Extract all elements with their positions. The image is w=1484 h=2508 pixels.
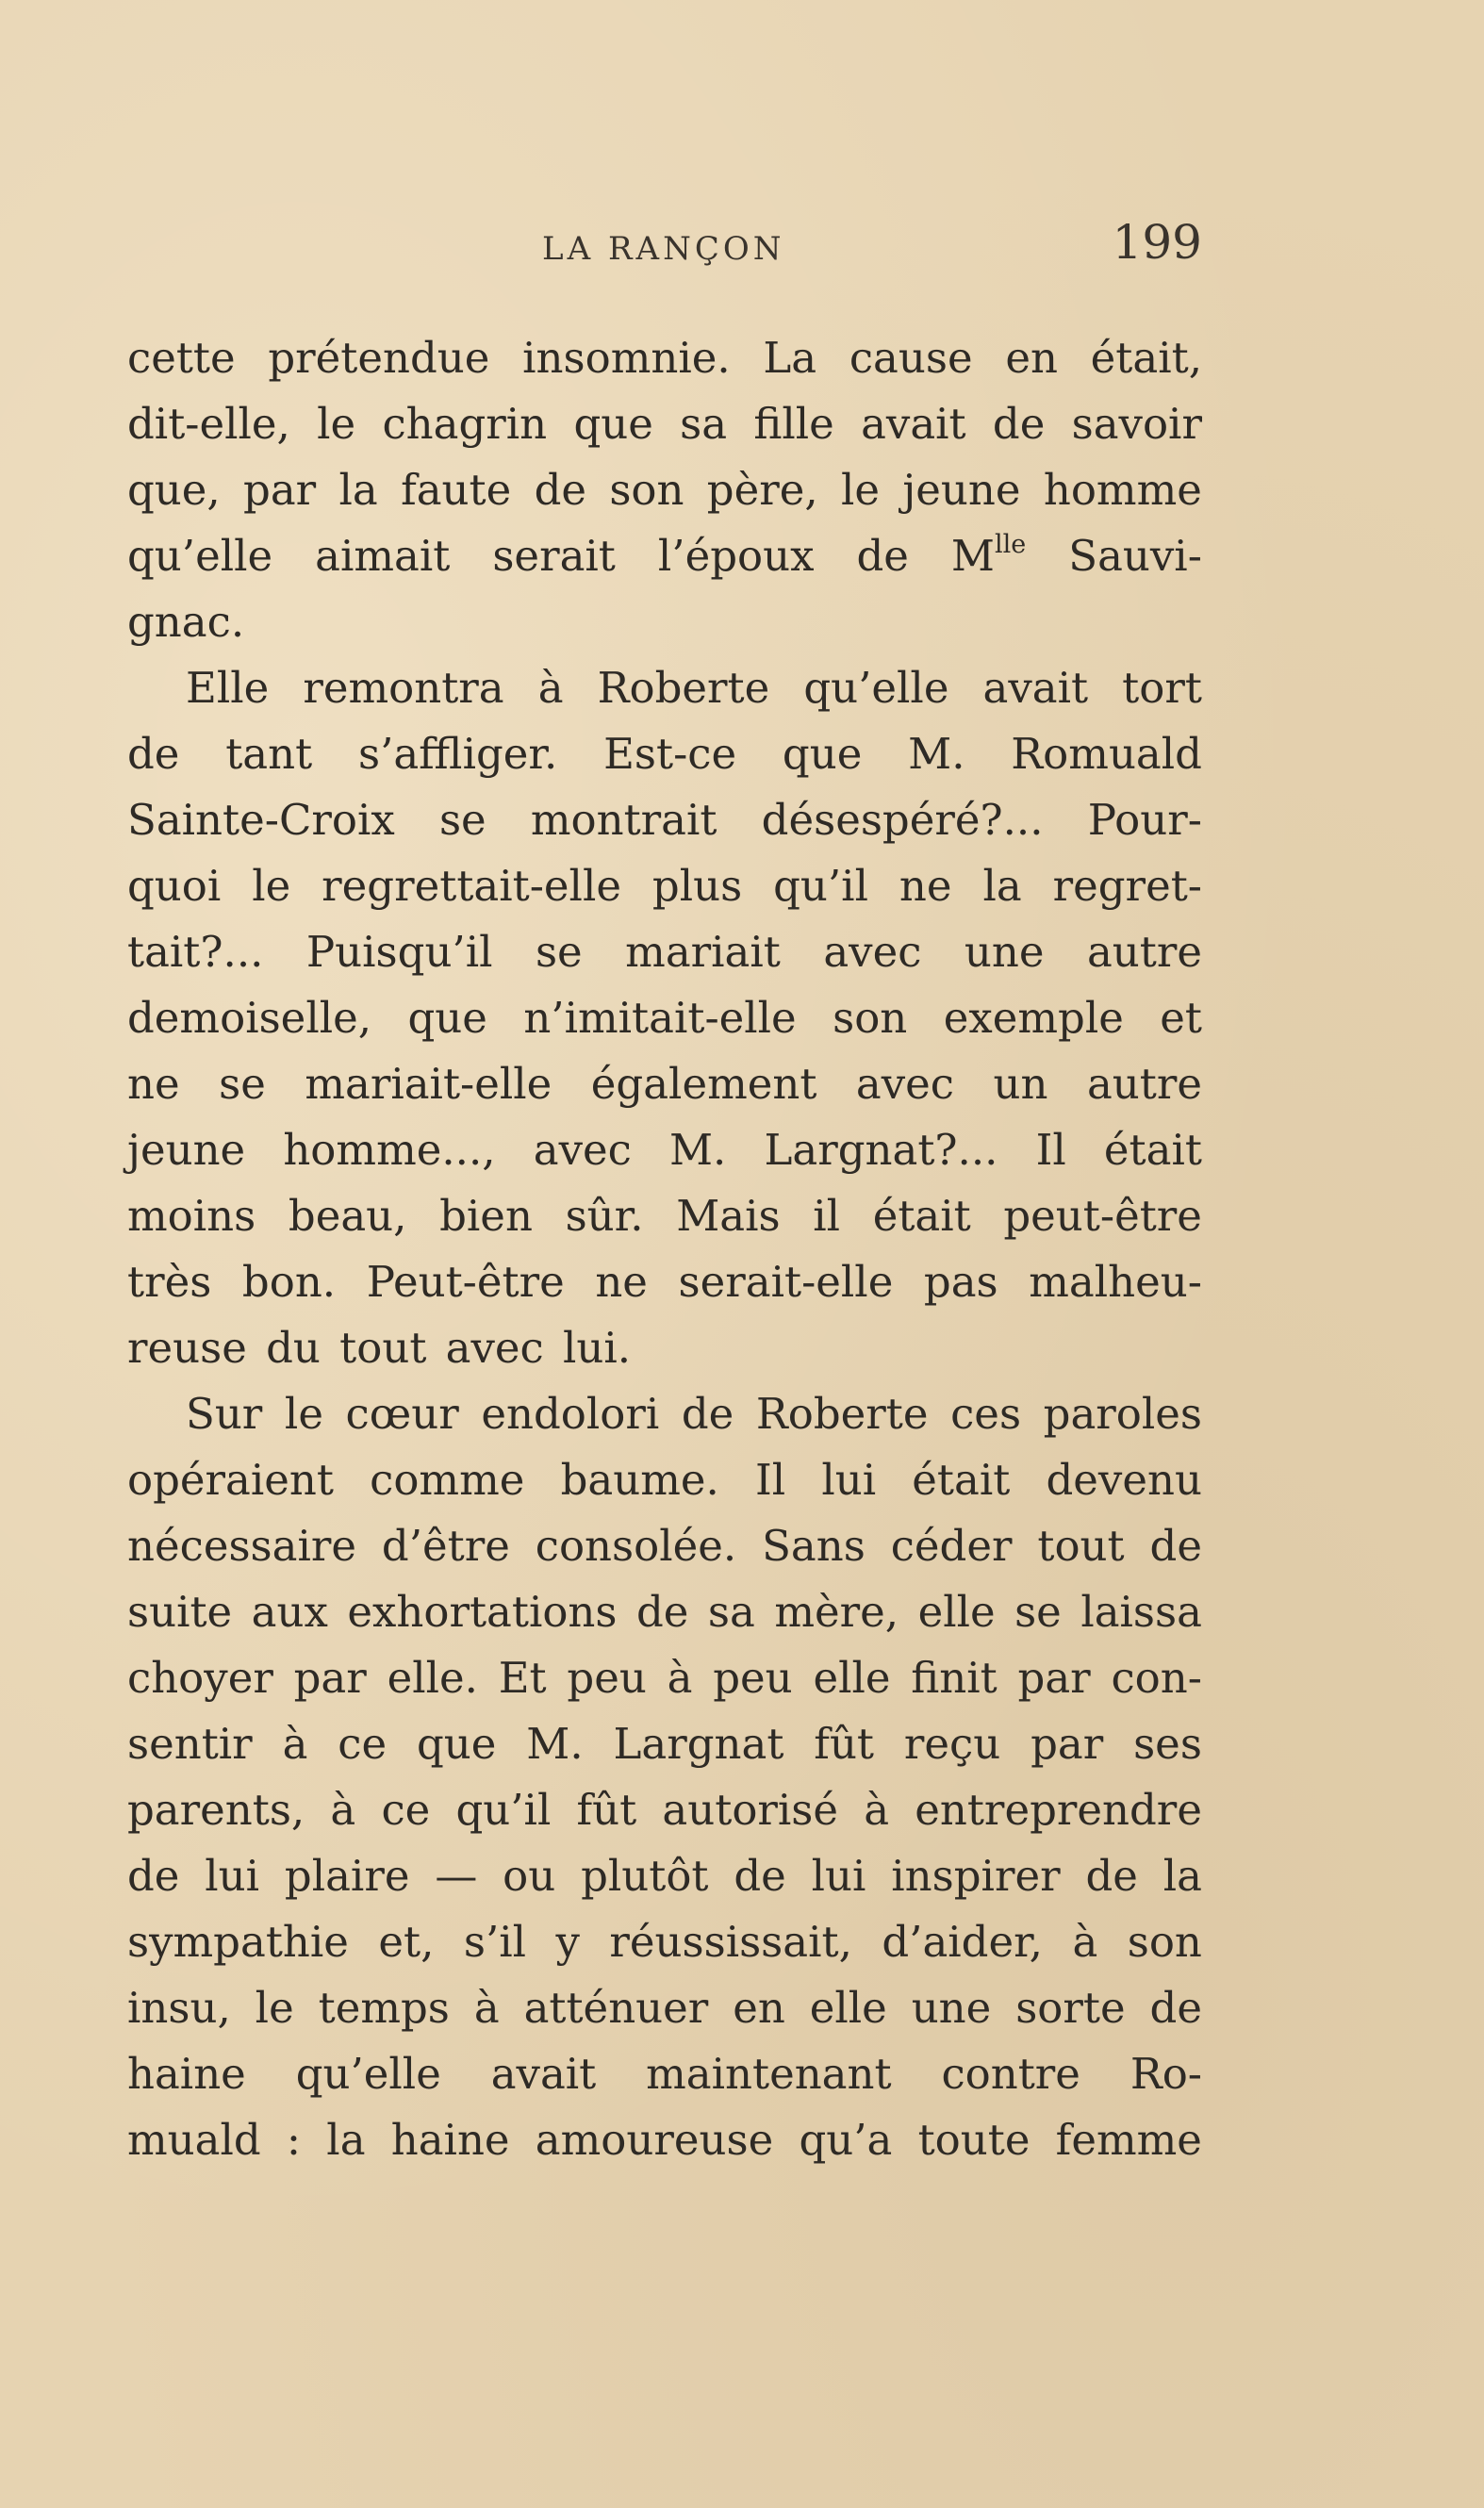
word: Mais: [676, 1191, 781, 1241]
word: tort: [1122, 663, 1202, 713]
running-title: LA RANÇON: [542, 230, 785, 268]
word: contre: [941, 2049, 1080, 2099]
superscript: lle: [995, 530, 1027, 560]
word: M.: [526, 1719, 584, 1769]
word: n’imitait-elle: [523, 993, 797, 1043]
word: choyer: [127, 1653, 273, 1703]
word: entreprendre: [915, 1785, 1202, 1835]
word: La: [763, 333, 817, 383]
text-line: [127, 391, 1202, 457]
word: avec: [855, 1059, 955, 1109]
word: lui: [205, 1851, 260, 1901]
word: muald: [127, 2115, 261, 2165]
word: la: [1162, 1851, 1202, 1901]
word: reçu: [903, 1719, 1001, 1769]
word: de: [1085, 1851, 1138, 1901]
word: se: [219, 1059, 266, 1109]
word: exhortations: [347, 1587, 618, 1637]
word: autre: [1086, 1059, 1202, 1109]
word: Il: [1035, 1125, 1066, 1175]
word: était: [872, 1191, 971, 1241]
word: de: [856, 531, 909, 581]
word: exemple: [943, 993, 1124, 1043]
word: et,: [378, 1917, 435, 1967]
text-line: [127, 1909, 1202, 1975]
word: réussissait,: [609, 1917, 852, 1967]
word: Puisqu’il: [305, 927, 493, 977]
word: Est-ce: [603, 729, 737, 779]
word: à: [1072, 1917, 1098, 1967]
word: en: [1005, 333, 1058, 383]
word: peut-être: [1003, 1191, 1202, 1241]
word: père,: [706, 465, 818, 515]
running-head: [127, 215, 1202, 281]
word: une: [911, 1983, 992, 2033]
word: homme: [1043, 465, 1202, 515]
word: désespéré?...: [761, 795, 1044, 845]
word: Largnat: [613, 1719, 784, 1769]
word: peu: [567, 1653, 647, 1703]
text-line: [127, 2107, 1202, 2173]
word: Ro-: [1129, 2049, 1202, 2099]
word: que: [407, 993, 487, 1043]
word: par: [1031, 1719, 1104, 1769]
word: lui: [811, 1851, 866, 1901]
word: savoir: [1071, 399, 1202, 449]
word: moins: [127, 1191, 256, 1241]
word: le: [255, 1983, 294, 2033]
word: ce: [381, 1785, 431, 1835]
word: finit: [911, 1653, 998, 1703]
word: tout: [339, 1323, 427, 1373]
text-line: [127, 1579, 1202, 1645]
word: très: [127, 1257, 212, 1307]
word: Elle: [186, 663, 270, 713]
word: de: [1149, 1983, 1202, 2033]
word: suite: [127, 1587, 233, 1637]
word: toute: [917, 2115, 1031, 2165]
word: de: [681, 1389, 734, 1439]
word: mère,: [774, 1587, 899, 1637]
body-text: [127, 325, 1202, 2173]
word: à: [330, 1785, 356, 1835]
word: également: [590, 1059, 817, 1109]
word: son: [609, 465, 684, 515]
word: femme: [1055, 2115, 1202, 2165]
word: insomnie.: [522, 333, 731, 383]
word: ce: [338, 1719, 387, 1769]
word: consolée.: [535, 1521, 737, 1571]
word: était: [1103, 1125, 1202, 1175]
word: reuse: [127, 1323, 247, 1373]
text-line: [127, 523, 1202, 589]
word: tout: [1037, 1521, 1125, 1571]
word: insu,: [127, 1983, 231, 2033]
word: tait?...: [127, 927, 264, 977]
word: Sur: [186, 1389, 263, 1439]
word: mariait-elle: [305, 1059, 552, 1109]
word: du: [266, 1323, 321, 1373]
word: elle: [917, 1587, 996, 1637]
word: prétendue: [268, 333, 490, 383]
word: ne: [899, 861, 952, 911]
word: lui.: [563, 1323, 632, 1373]
word: le: [841, 465, 881, 515]
word: Roberte: [755, 1389, 929, 1439]
word: se: [535, 927, 583, 977]
text-line: [127, 1975, 1202, 2041]
word: amoureuse: [535, 2115, 774, 2165]
word: serait-elle: [678, 1257, 894, 1307]
word: cœur: [345, 1389, 459, 1439]
word: regrettait-elle: [322, 861, 621, 911]
word: chagrin: [382, 399, 548, 449]
word: fille: [753, 399, 834, 449]
text-line: [127, 1117, 1202, 1183]
word: céder: [890, 1521, 1013, 1571]
word: opéraient: [127, 1455, 334, 1505]
word: le: [317, 399, 356, 449]
word: qu’il: [773, 861, 868, 911]
word: jeune: [902, 465, 1021, 515]
word: M.: [908, 729, 965, 779]
word: avec: [445, 1323, 544, 1373]
word: demoiselle,: [127, 993, 372, 1043]
text-line: [127, 1513, 1202, 1579]
word: Roberte: [597, 663, 770, 713]
word: la: [982, 861, 1022, 911]
word: ces: [950, 1389, 1022, 1439]
word: fût: [576, 1785, 637, 1835]
word: faute: [401, 465, 512, 515]
word: et: [1160, 993, 1202, 1043]
word: y: [555, 1917, 580, 1967]
word: était,: [1090, 333, 1202, 383]
word: ne: [127, 1059, 180, 1109]
word: avec: [823, 927, 922, 977]
text-line: [127, 1249, 1202, 1315]
word: quoi: [127, 861, 222, 911]
word: bon.: [241, 1257, 337, 1307]
word: par: [243, 465, 317, 515]
word: à: [537, 663, 564, 713]
word: sentir: [127, 1719, 253, 1769]
word: peu: [713, 1653, 793, 1703]
word: dit-elle,: [127, 399, 290, 449]
word: plutôt: [581, 1851, 709, 1901]
word: malheu-: [1029, 1257, 1202, 1307]
word: aimait: [315, 531, 451, 581]
word: homme...,: [283, 1125, 496, 1175]
text-line: [127, 1381, 1202, 1447]
word: d’aider,: [882, 1917, 1043, 1967]
word: M.: [668, 1125, 727, 1175]
word: sorte: [1015, 1983, 1126, 2033]
word: de: [127, 1851, 180, 1901]
word: beau,: [288, 1191, 407, 1241]
text-line: [127, 1711, 1202, 1777]
word: $M^{lle}$: [950, 530, 1027, 581]
word: baume.: [560, 1455, 719, 1505]
word: Sauvi-: [1068, 531, 1202, 581]
word: à: [473, 1983, 500, 2033]
word: mariait: [625, 927, 781, 977]
word: l’époux: [657, 531, 815, 581]
text-line: [127, 1777, 1202, 1843]
word: comme: [370, 1455, 525, 1505]
word: de: [734, 1851, 786, 1901]
word: elle: [813, 1653, 891, 1703]
word: autre: [1086, 927, 1202, 977]
text-line: [127, 1645, 1202, 1711]
text-line: [127, 457, 1202, 523]
text-line: [127, 1447, 1202, 1513]
word: ne: [595, 1257, 648, 1307]
word: Largnat?...: [764, 1125, 998, 1175]
word: Sainte-Croix: [127, 795, 395, 845]
word: à: [864, 1785, 890, 1835]
word: cette: [127, 333, 236, 383]
word: son: [1127, 1917, 1202, 1967]
word: devenu: [1046, 1455, 1202, 1505]
word: laissa: [1080, 1587, 1202, 1637]
word: d’être: [381, 1521, 510, 1571]
word: qu’elle: [295, 2049, 441, 2099]
word: de: [1149, 1521, 1202, 1571]
word: :: [286, 2115, 302, 2165]
page-number: 199: [1112, 215, 1202, 270]
text-line: [127, 787, 1202, 853]
word: plus: [651, 861, 743, 911]
text-line: [127, 655, 1202, 721]
word: Et: [498, 1653, 547, 1703]
word: haine: [390, 2115, 510, 2165]
word: —: [435, 1851, 478, 1901]
word: inspirer: [891, 1851, 1061, 1901]
word: ou: [503, 1851, 556, 1901]
word: à: [282, 1719, 308, 1769]
word: elle: [809, 1983, 887, 2033]
word: que: [782, 729, 863, 779]
word: se: [438, 795, 486, 845]
word: haine: [127, 2049, 246, 2099]
word: tant: [225, 729, 313, 779]
word: que,: [127, 465, 221, 515]
word: par: [1017, 1653, 1091, 1703]
word: Pour-: [1087, 795, 1202, 845]
word: de: [534, 465, 586, 515]
word: une: [964, 927, 1045, 977]
word: ses: [1133, 1719, 1202, 1769]
word: paroles: [1043, 1389, 1202, 1439]
text-line: [127, 919, 1202, 985]
word: de: [992, 399, 1046, 449]
word: pas: [923, 1257, 998, 1307]
text-line: [127, 853, 1202, 919]
word: bien: [439, 1191, 533, 1241]
word: que: [573, 399, 653, 449]
word: de: [127, 729, 180, 779]
text-line: [127, 1051, 1202, 1117]
word: nécessaire: [127, 1521, 356, 1571]
word: à: [667, 1653, 693, 1703]
word: avec: [533, 1125, 632, 1175]
word: maintenant: [646, 2049, 892, 2099]
word: qu’elle: [127, 531, 273, 581]
text-line: [127, 721, 1202, 787]
word: plaire: [284, 1851, 410, 1901]
word: Peut-être: [366, 1257, 565, 1307]
word: sympathie: [127, 1917, 349, 1967]
word: gnac.: [127, 597, 245, 647]
word: en: [733, 1983, 785, 2033]
word: la: [326, 2115, 366, 2165]
text-line: [127, 1315, 1202, 1381]
word: endolori: [481, 1389, 660, 1439]
word: qu’il: [455, 1785, 552, 1835]
word: qu’a: [799, 2115, 893, 2165]
word: s’affliger.: [357, 729, 558, 779]
word: la: [338, 465, 378, 515]
word: fût: [814, 1719, 875, 1769]
word: était: [912, 1455, 1011, 1505]
word: le: [252, 861, 291, 911]
word: elle.: [387, 1653, 478, 1703]
text-line: [127, 1843, 1202, 1909]
word: qu’elle: [803, 663, 949, 713]
word: le: [284, 1389, 323, 1439]
word: montrait: [530, 795, 717, 845]
word: parents,: [127, 1785, 305, 1835]
word: cause: [849, 333, 973, 383]
word: aux: [251, 1587, 328, 1637]
text-line: [127, 985, 1202, 1051]
word: lui: [821, 1455, 877, 1505]
word: s’il: [463, 1917, 527, 1967]
word: Romuald: [1011, 729, 1202, 779]
word: con-: [1111, 1653, 1202, 1703]
word: avait: [490, 2049, 597, 2099]
word: sa: [680, 399, 728, 449]
word: sûr.: [565, 1191, 644, 1241]
word: avait: [861, 399, 966, 449]
word: de: [636, 1587, 689, 1637]
word: serait: [492, 531, 616, 581]
word: se: [1014, 1587, 1062, 1637]
text-line: [127, 589, 1202, 655]
text-line: [127, 2041, 1202, 2107]
word: remontra: [303, 663, 504, 713]
word: atténuer: [523, 1983, 709, 2033]
word: il: [813, 1191, 841, 1241]
word: que: [416, 1719, 497, 1769]
word: jeune: [127, 1125, 246, 1175]
word: par: [293, 1653, 367, 1703]
text-line: [127, 1183, 1202, 1249]
word: Sans: [762, 1521, 866, 1571]
word: Il: [755, 1455, 786, 1505]
word: regret-: [1052, 861, 1202, 911]
word: autorisé: [662, 1785, 839, 1835]
word: avait: [982, 663, 1089, 713]
text-line: [127, 325, 1202, 391]
word: son: [833, 993, 908, 1043]
word: temps: [318, 1983, 450, 2033]
word: sa: [707, 1587, 755, 1637]
word: un: [993, 1059, 1048, 1109]
